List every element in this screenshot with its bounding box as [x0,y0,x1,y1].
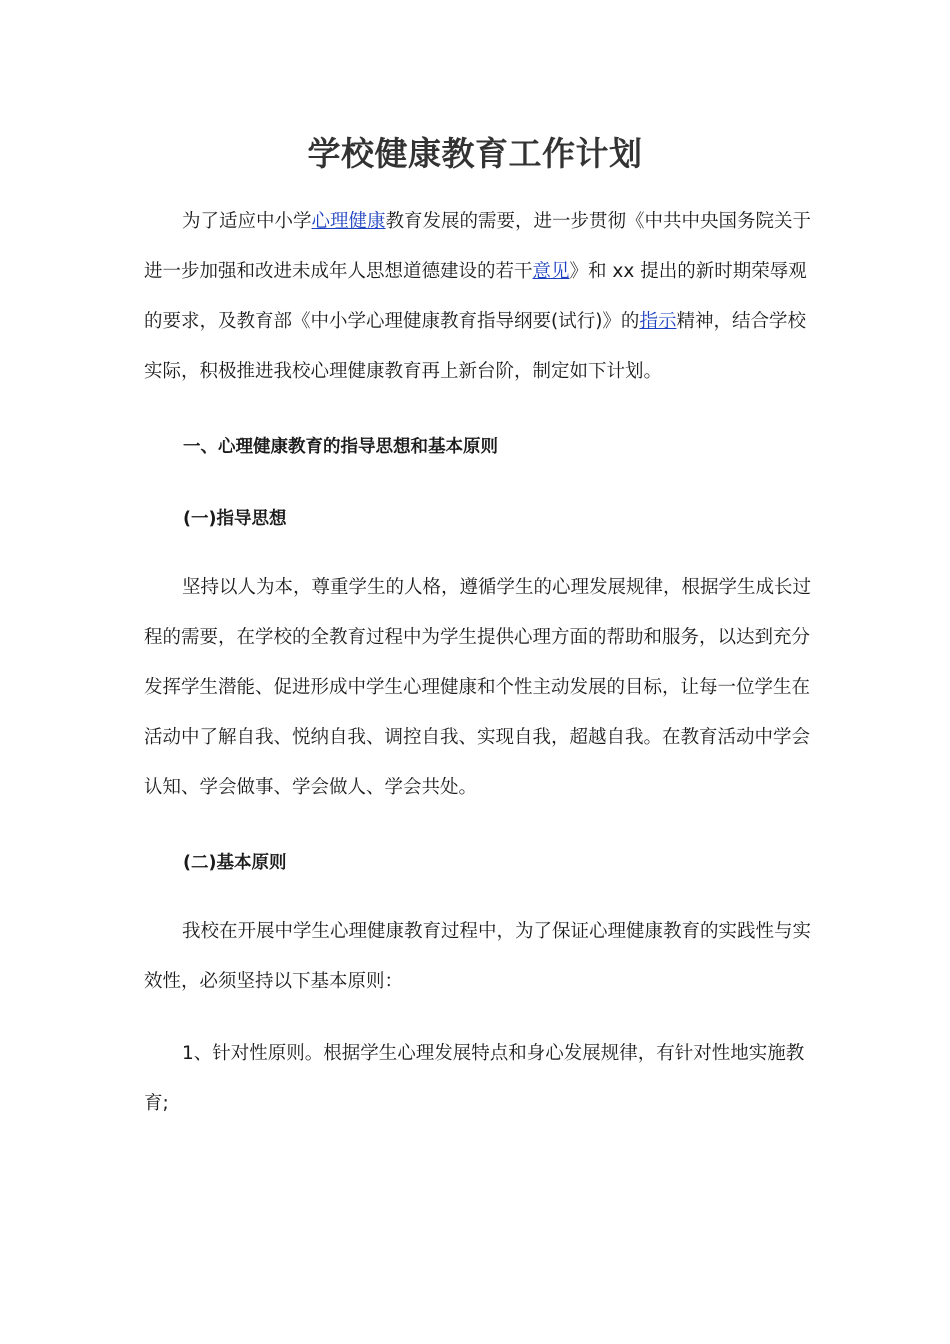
intro-text-1: 为了适应中小学 [182,211,312,232]
intro-text-2: 教育发展的需要，进一步贯彻《中共中央国务院关于进一步加强和改进未成年人思想道德建设的若干 [144,211,812,282]
guiding-thought-paragraph: 坚持以人为本，尊重学生的人格，遵循学生的心理发展规律，根据学生成长过程的需要，在学校的全教育过程中为学生提供心理方面的帮助和服务，以达到充分发挥学生潜能、促进形成中学生心理健康和个性主动发展的目标，让每一位学生在活动中了解自我、悦纳自我、调控自我、实现自我，超越自我。在教育活动中学会认知、学会做事、学会做人、学会共处。 [144,577,812,798]
principle-1-paragraph: 1、针对性原则。根据学生心理发展特点和身心发展规律，有针对性地实施教育; [144,1043,805,1114]
link-mental-health[interactable]: 心理健康 [311,211,386,232]
intro-text-4: 精神，结合学校实际，积极推进我校心理健康教育再上新台阶，制定如下计划。 [144,311,806,382]
section-1-heading: 一、心理健康教育的指导思想和基本原则 [183,437,498,457]
basic-principles-paragraph: 我校在开展中学生心理健康教育过程中，为了保证心理健康教育的实践性与实效性，必须坚持以下基本原则： [144,921,812,992]
link-opinions[interactable]: 意见 [532,261,570,282]
link-instructions[interactable]: 指示 [639,311,677,332]
subsection-1-heading: (一)指导思想 [183,509,287,529]
intro-paragraph [144,197,824,397]
intro-text-3: 》和 xx 提出的新时期荣辱观的要求，及教育部《中小学心理健康教育指导纲要(试行)》的 [144,261,807,332]
document-title: 学校健康教育工作计划 [307,134,643,173]
subsection-2-heading: (二)基本原则 [183,853,287,873]
